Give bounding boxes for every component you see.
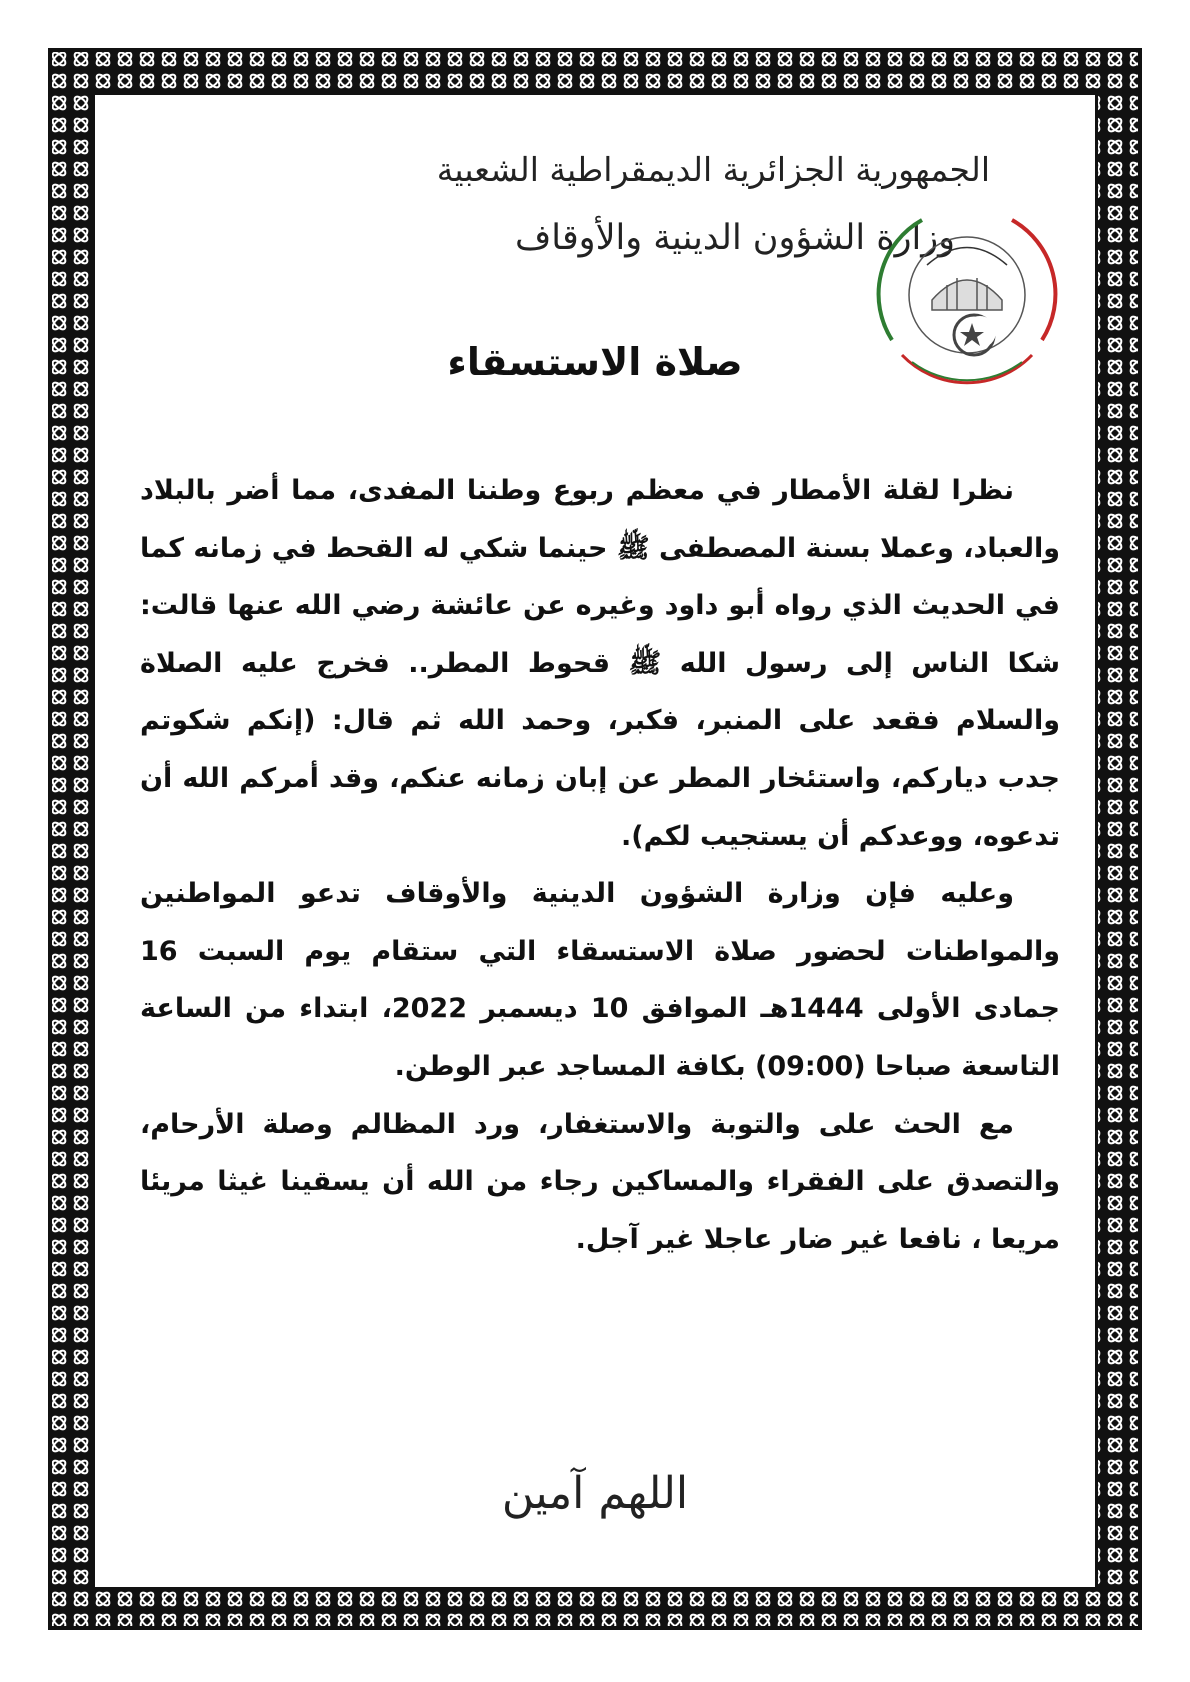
document-title: صلاة الاستسقاء [447,340,743,384]
announcement-body [140,462,1060,1268]
ministry-heading: وزارة الشؤون الدينية والأوقاف [515,218,955,258]
closing-prayer: اللهم آمين [501,1468,689,1519]
paragraph-context: نظرا لقلة الأمطار في معظم ربوع وطننا المفدى، مما أضر بالبلاد والعباد، وعملا بسنة المصطفى ﷺ حينما شكي له القحط في زمانه كما في الحديث الذي رواه أبو داود وغيره عن عائشة رضي الله عنها قالت: شكا الناس إلى رسول الله ﷺ قحوط المطر.. فخرج عليه الصلاة والسلام فقعد على المنبر، فكبر، وحمد الله ثم قال: (إنكم شكوتم جدب دياركم، واستئخار المطر عن إبان زمانه عنكم، وقد أمركم الله أن تدعوه، ووعدكم أن يستجيب لكم). [140,475,1060,852]
paragraph-exhortation: مع الحث على والتوبة والاستغفار، ورد المظالم وصلة الأرحام، والتصدق على الفقراء والمساكين رجاء من الله أن يسقينا غيثا مريئا مريعا ، نافعا غير ضار عاجلا غير آجل. [140,1108,1060,1255]
republic-heading: الجمهورية الجزائرية الديمقراطية الشعبية [436,150,990,189]
paragraph-invitation: وعليه فإن وزارة الشؤون الدينية والأوقاف تدعو المواطنين والمواطنات لحضور صلاة الاستسقاء التي ستقام يوم السبت 16 جمادى الأولى 1444هـ الموافق 10 ديسمبر 2022، ابتداء من الساعة التاسعة صباحا (09:00) بكافة المساجد عبر الوطن. [140,878,1060,1082]
